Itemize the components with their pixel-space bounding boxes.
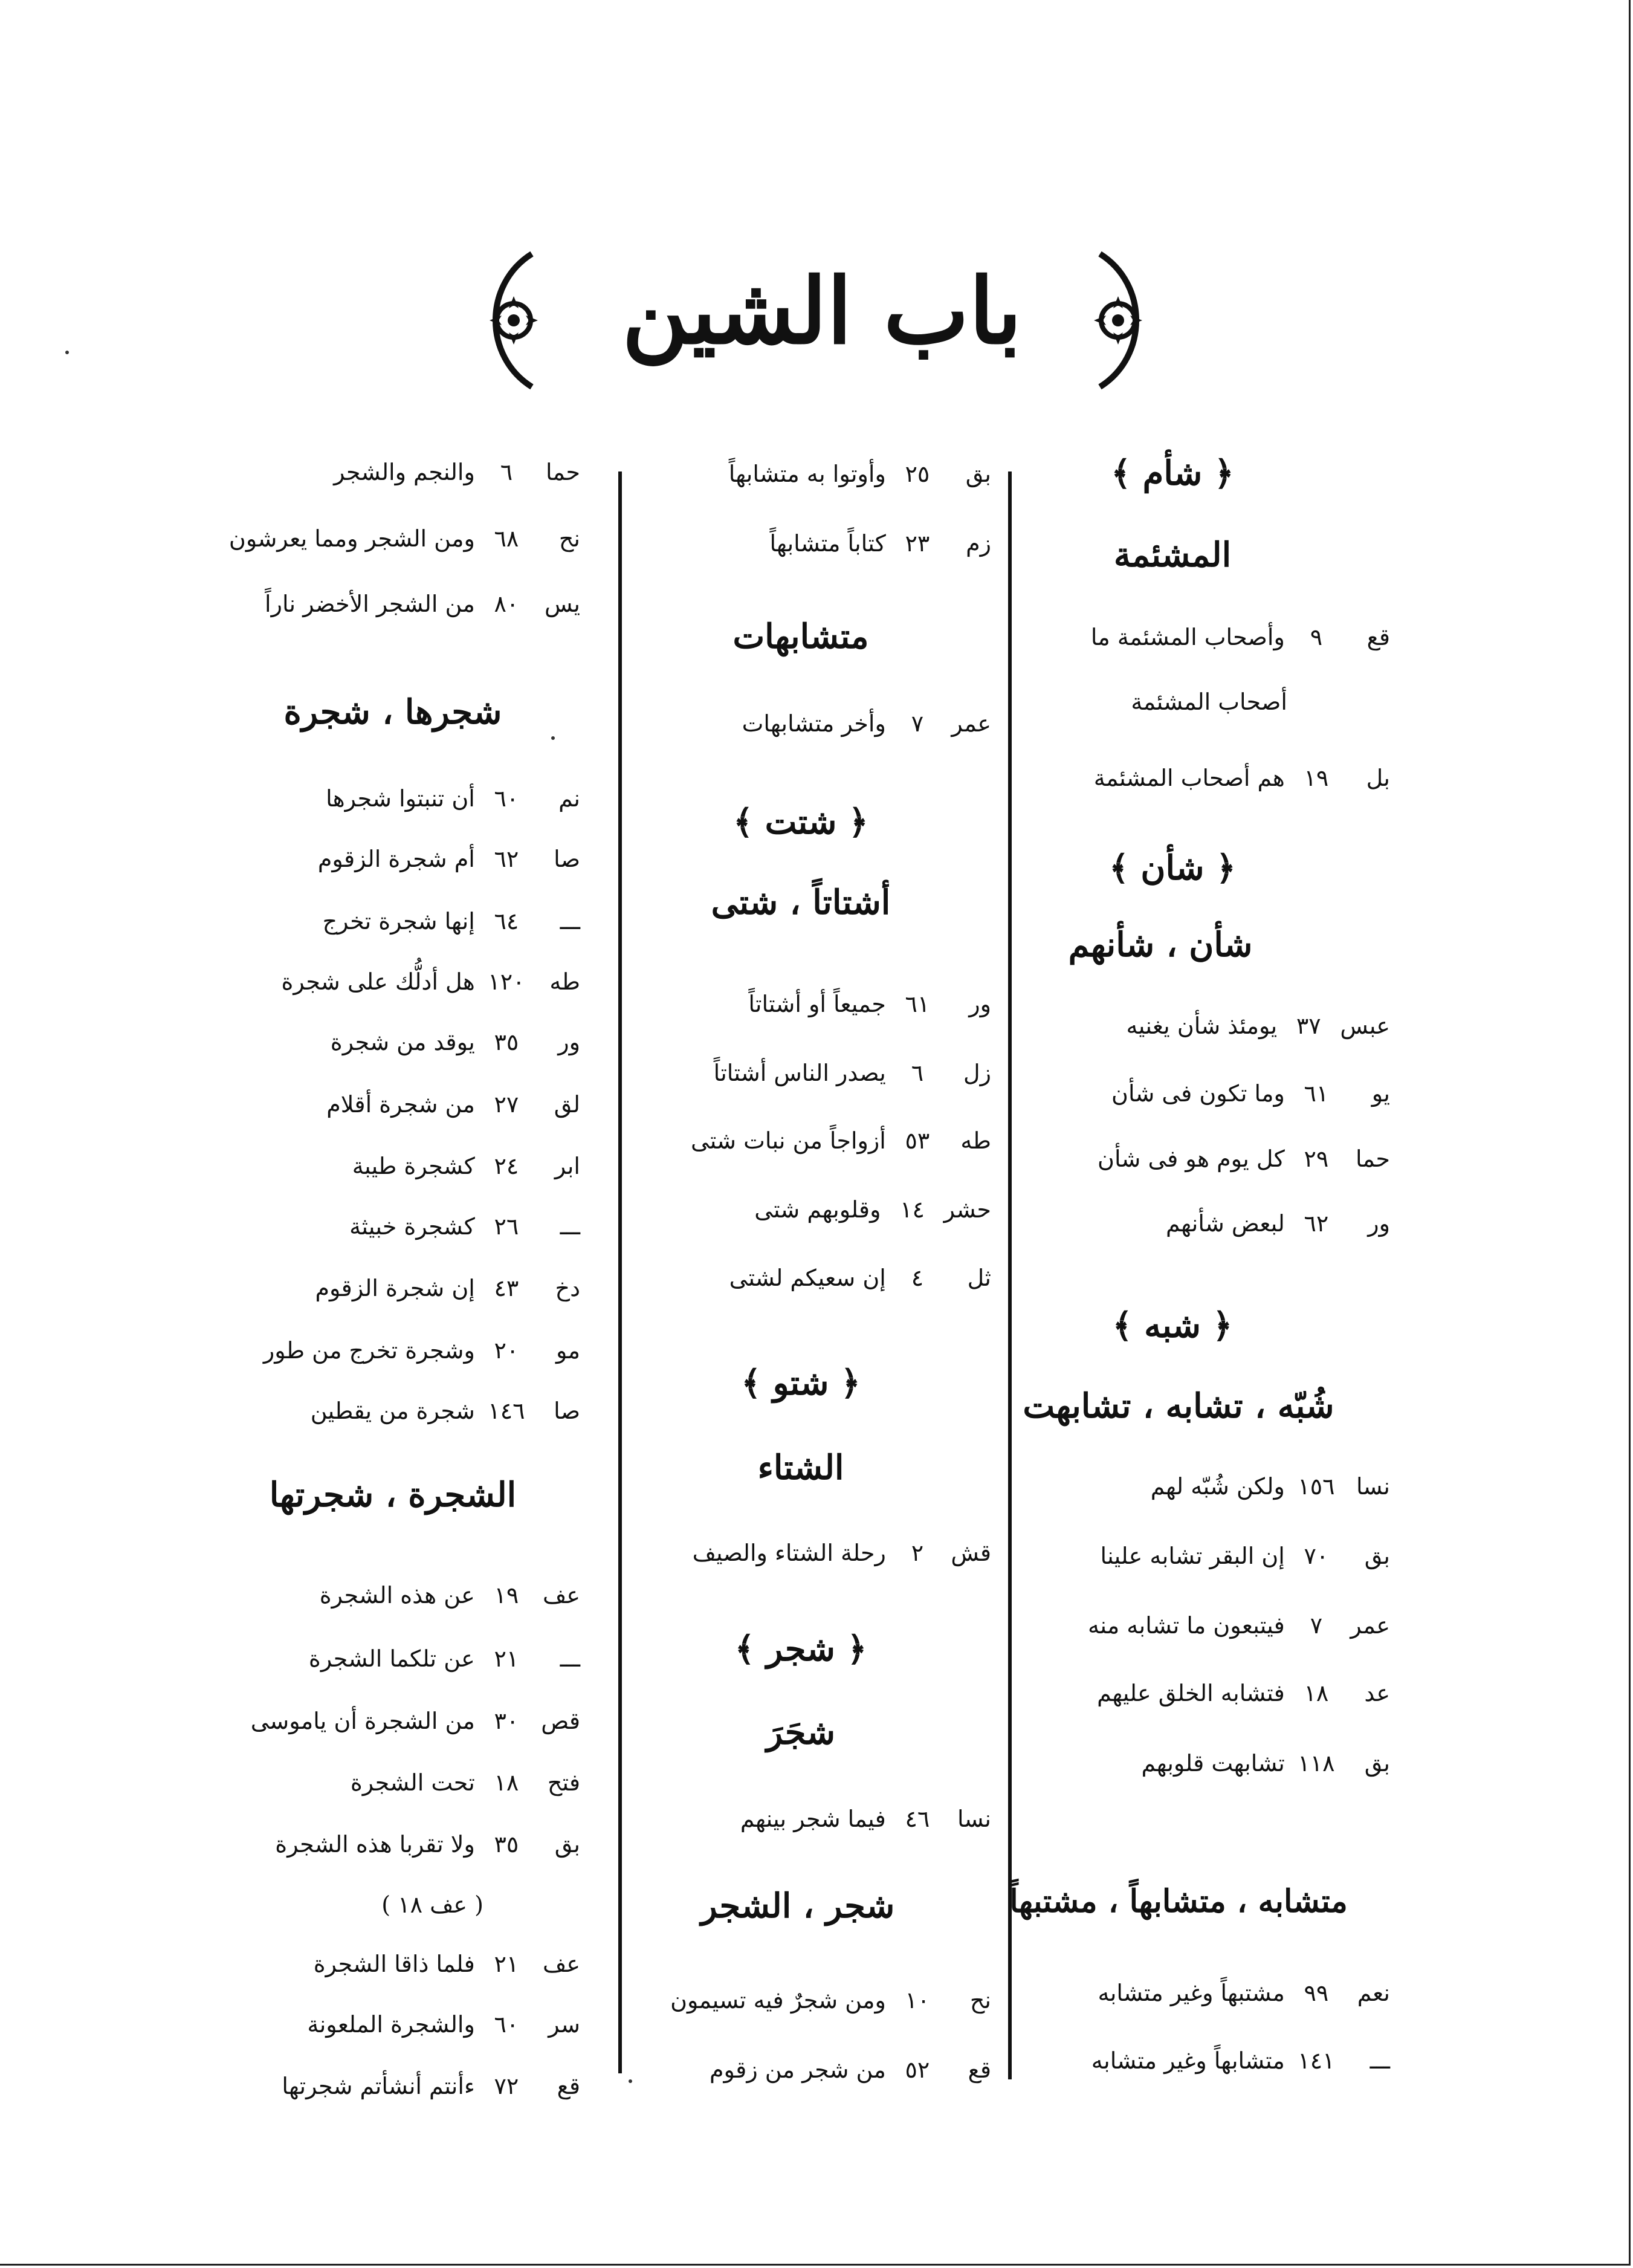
list-item: نسا ٤٦ فيما شجر بينهم xyxy=(740,1806,991,1832)
list-item: ثل ٤ إن سعيكم لشتى xyxy=(729,1265,991,1291)
list-item: قع ٩ وأصحاب المشئمة ما xyxy=(1090,624,1390,650)
root-heading: ﴿ شأم ﴾ xyxy=(1111,453,1234,493)
list-item: قع ٧٢ ءأنتم أنشأتم شجرتها xyxy=(282,2073,580,2099)
list-item: عمر ٧ وأخر متشابهات xyxy=(742,710,991,737)
list-item: ابر ٢٤ كشجرة طيبة xyxy=(352,1153,580,1179)
section-heading: أشتاتاً ، شتى xyxy=(711,883,891,922)
section-heading: المشئمة xyxy=(1113,535,1232,575)
right-ornament-icon xyxy=(1076,248,1166,393)
section-heading: متشابه ، متشابهاً ، مشتبهاً xyxy=(1009,1883,1348,1920)
list-item: دخ ٤٣ إن شجرة الزقوم xyxy=(315,1275,580,1301)
list-item: ـــ ٢١ عن تلكما الشجرة xyxy=(308,1645,580,1672)
list-item: طه ١٢٠ هل أدلُّك على شجرة xyxy=(281,968,580,995)
list-item: عمر ٧ فيتبعون ما تشابه منه xyxy=(1088,1612,1390,1639)
list-item: بق ١١٨ تشابهت قلوبهم xyxy=(1141,1750,1390,1777)
section-heading: شجر ، الشجر xyxy=(700,1886,895,1926)
page-header xyxy=(0,248,1633,393)
list-item: فتح ١٨ تحت الشجرة xyxy=(350,1769,580,1796)
section-heading: الشتاء xyxy=(757,1448,844,1488)
column-divider-left xyxy=(618,471,622,2073)
speck xyxy=(65,351,69,354)
list-item: صا ٦٢ أم شجرة الزقوم xyxy=(317,846,580,872)
list-item: ور ٣٥ يوقد من شجرة xyxy=(330,1029,580,1055)
left-ornament-icon xyxy=(465,248,556,393)
list-item: بل ١٩ هم أصحاب المشئمة xyxy=(1093,765,1390,791)
root-heading: ﴿ شجر ﴾ xyxy=(734,1629,867,1669)
list-item: نم ٦٠ أن تنبتوا شجرها xyxy=(326,785,580,812)
list-item: يس ٨٠ من الشجر الأخضر ناراً xyxy=(265,591,580,617)
list-item: نح ٦٨ ومن الشجر ومما يعرشون xyxy=(228,525,580,552)
list-item: قع ٥٢ من شجر من زقوم xyxy=(710,2056,991,2083)
section-heading: شأن ، شأنهم xyxy=(1068,925,1253,965)
list-item: نعم ٩٩ مشتبهاً وغير متشابه xyxy=(1098,1980,1390,2006)
list-item: ـــ ١٤١ متشابهاً وغير متشابه xyxy=(1091,2047,1390,2074)
list-item: عف ٢١ فلما ذاقا الشجرة xyxy=(313,1951,580,1977)
root-heading: ﴿ شتو ﴾ xyxy=(741,1363,861,1403)
list-item: بق ٣٥ ولا تقربا هذه الشجرة xyxy=(275,1831,580,1858)
list-item: يو ٦١ وما تكون فى شأن xyxy=(1111,1080,1390,1107)
root-heading: ﴿ شبه ﴾ xyxy=(1112,1306,1233,1346)
section-heading: شُبّه ، تشابه ، تشابهت xyxy=(1023,1386,1334,1426)
column-divider-right xyxy=(1008,471,1012,2079)
list-item: صا ١٤٦ شجرة من يقطين xyxy=(310,1398,580,1424)
section-heading: شجرها ، شجرة xyxy=(283,692,502,732)
list-item: لق ٢٧ من شجرة أقلام xyxy=(326,1091,580,1118)
root-heading: ﴿ شتت ﴾ xyxy=(733,802,868,842)
list-item: قش ٢ رحلة الشتاء والصيف xyxy=(692,1540,991,1566)
list-item: حما ٢٩ كل يوم هو فى شأن xyxy=(1098,1145,1390,1172)
list-item: سر ٦٠ والشجرة الملعونة xyxy=(307,2011,580,2038)
list-item-continuation: أصحاب المشئمة xyxy=(1131,688,1287,715)
section-heading: شجَرَ xyxy=(766,1712,835,1752)
list-item: طه ٥٣ أزواجاً من نبات شتى xyxy=(691,1127,991,1154)
list-item: بق ٧٠ إن البقر تشابه علينا xyxy=(1100,1543,1390,1569)
page-title: باب الشين xyxy=(622,258,1022,364)
list-item: زم ٢٣ كتاباً متشابهاً xyxy=(769,530,991,557)
list-item: بق ٢٥ وأوتوا به متشابهاً xyxy=(728,461,991,487)
list-item: زل ٦ يصدر الناس أشتاتاً xyxy=(713,1060,991,1086)
list-item: ـــ ٢٦ كشجرة خبيثة xyxy=(349,1213,580,1240)
list-item: عف ١٩ عن هذه الشجرة xyxy=(319,1582,580,1609)
list-item: عد ١٨ فتشابه الخلق عليهم xyxy=(1097,1680,1390,1706)
list-item: ـــ ٦٤ إنها شجرة تخرج xyxy=(322,908,580,935)
section-heading: الشجرة ، شجرتها xyxy=(269,1475,517,1515)
list-item: نح ١٠ ومن شجرٌ فيه تسيمون xyxy=(670,1987,991,2014)
root-heading: ﴿ شأن ﴾ xyxy=(1109,848,1236,888)
list-item: نسا ١٥٦ ولكن شُبّه لهم xyxy=(1150,1473,1390,1500)
speck xyxy=(551,736,555,740)
list-item: عبس ٣٧ يومئذ شأن يغنيه xyxy=(1126,1012,1390,1039)
list-item-continuation: ( عف ١٨ ) xyxy=(381,1891,483,1918)
speck xyxy=(629,2079,632,2083)
list-item: ور ٦٢ لبعض شأنهم xyxy=(1166,1210,1390,1237)
list-item: ور ٦١ جميعاً أو أشتاتاً xyxy=(748,991,991,1017)
list-item: حشر ١٤ وقلوبهم شتى xyxy=(754,1196,991,1223)
list-item: حما ٦ والنجم والشجر xyxy=(334,459,580,485)
list-item: مو ٢٠ وشجرة تخرج من طور xyxy=(263,1337,580,1364)
section-heading: متشابهات xyxy=(732,617,869,656)
list-item: قص ٣٠ من الشجرة أن ياموسى xyxy=(250,1708,580,1734)
